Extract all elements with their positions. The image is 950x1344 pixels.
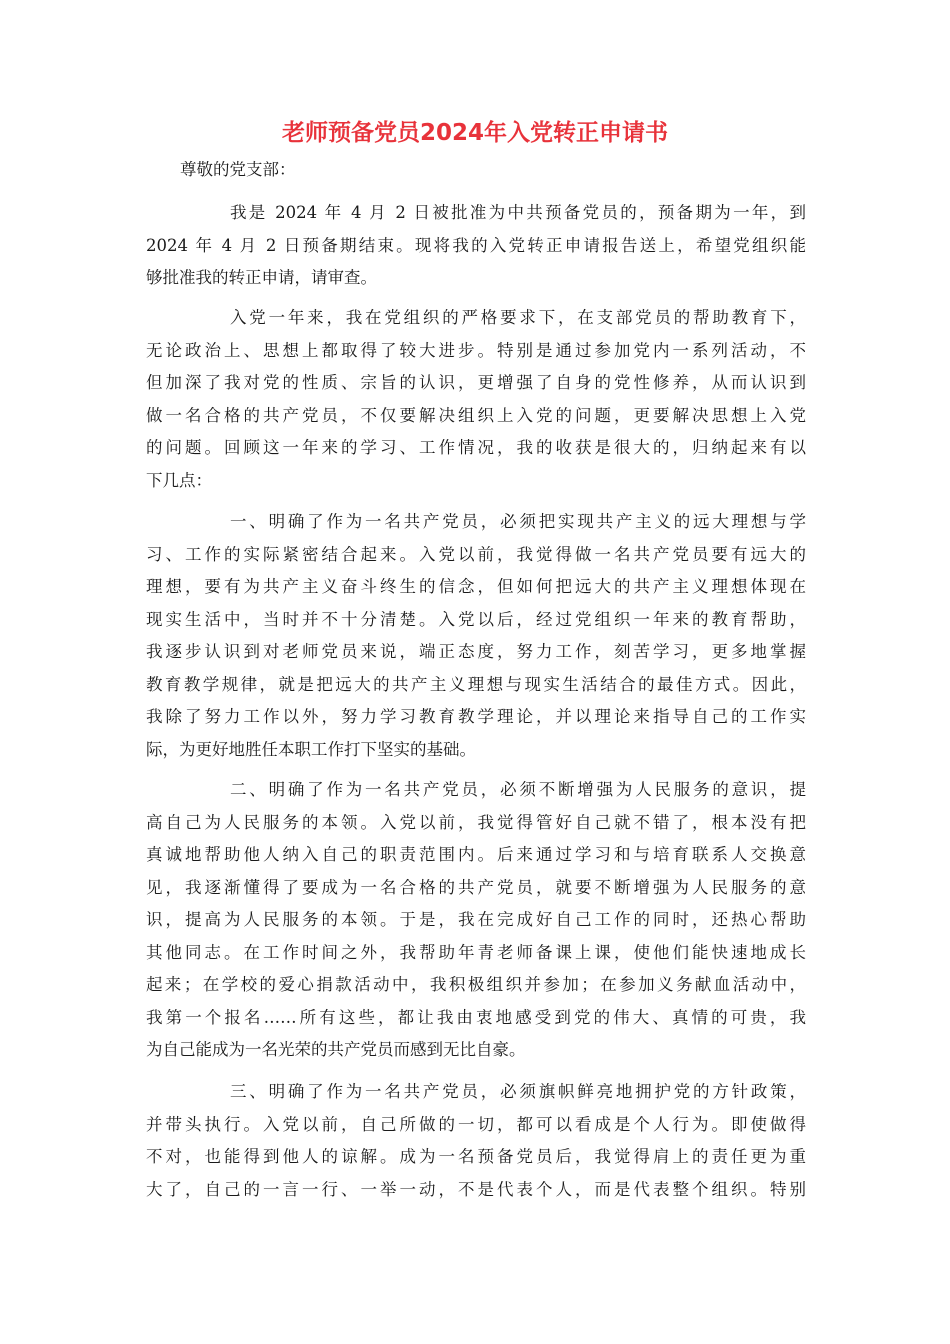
paragraph-line: 教育教学规律，就是把远大的共产主义理想与现实生活结合的最佳方式。因此， <box>146 674 806 694</box>
paragraph-4 <box>146 774 806 1067</box>
paragraph-line: 的问题。回顾这一年来的学习、工作情况，我的收获是很大的，归纳起来有以 <box>146 438 806 457</box>
paragraph-line: 2024 年 4 月 2 日预备期结束。现将我的入党转正申请报告送上，希望党组织能 <box>146 235 806 255</box>
paragraph-line: 大了，自己的一言一行、一举一动，不是代表个人，而是代表整个组织。特别 <box>146 1179 806 1199</box>
paragraph-line: 我第一个报名……所有这些，都让我由衷地感受到党的伟大、真情的可贵，我 <box>146 1007 806 1027</box>
salutation: 尊敬的党支部： <box>180 160 296 179</box>
document-title: 老师预备党员2024年入党转正申请书 <box>281 120 668 146</box>
paragraph-5 <box>146 1076 806 1206</box>
paragraph-line: 现实生活中，当时并不十分清楚。入党以后，经过党组织一年来的教育帮助， <box>146 609 806 629</box>
paragraph-line: 下几点： <box>146 470 212 490</box>
paragraph-line: 做一名合格的共产党员，不仅要解决组织上入党的问题，更要解决思想上入党 <box>146 405 806 425</box>
paragraph-line: 其他同志。在工作时间之外，我帮助年青老师备课上课，使他们能快速地成长 <box>146 942 806 962</box>
paragraph-line: 为自己能成为一名光荣的共产党员而感到无比自豪。 <box>146 1040 526 1059</box>
paragraph-line: 无论政治上、思想上都取得了较大进步。特别是通过参加党内一系列活动，不 <box>146 340 806 360</box>
paragraph-line: 不对，也能得到他人的谅解。成为一名预备党员后，我觉得肩上的责任更为重 <box>146 1147 806 1166</box>
paragraph-2 <box>146 302 806 497</box>
paragraph-line: 三、明确了作为一名共产党员，必须旗帜鲜亮地拥护党的方针政策， <box>230 1082 806 1101</box>
paragraph-line: 够批准我的转正申请，请审查。 <box>146 268 377 287</box>
paragraph-line: 起来；在学校的爱心捐款活动中，我积极组织并参加；在参加义务献血活动中， <box>146 975 806 994</box>
paragraph-line: 高自己为人民服务的本领。入党以前，我觉得管好自己就不错了，根本没有把 <box>146 812 806 832</box>
paragraph-line: 并带头执行。入党以前，自己所做的一切，都可以看成是个人行为。即使做得 <box>146 1114 806 1134</box>
paragraph-1 <box>146 197 806 295</box>
paragraph-line: 我逐步认识到对老师党员来说，端正态度，努力工作，刻苦学习，更多地掌握 <box>146 642 806 661</box>
paragraph-line: 但加深了我对党的性质、宗旨的认识，更增强了自身的党性修养，从而认识到 <box>146 373 806 392</box>
paragraph-line: 理想，要有为共产主义奋斗终生的信念，但如何把远大的共产主义理想体现在 <box>146 577 806 596</box>
paragraph-line: 识，提高为人民服务的本领。于是，我在完成好自己工作的同时，还热心帮助 <box>146 910 806 929</box>
paragraph-line: 真诚地帮助他人纳入自己的职责范围内。后来通过学习和与培育联系人交换意 <box>146 845 806 864</box>
paragraph-line: 入党一年来，我在党组织的严格要求下，在支部党员的帮助教育下， <box>230 308 806 327</box>
paragraph-line: 我是 2024 年 4 月 2 日被批准为中共预备党员的，预备期为一年，到 <box>230 203 806 222</box>
paragraph-line: 际，为更好地胜任本职工作打下坚实的基础。 <box>146 739 476 759</box>
paragraph-line: 见，我逐渐懂得了要成为一名合格的共产党员，就要不断增强为人民服务的意 <box>146 877 806 897</box>
paragraph-3 <box>146 506 806 766</box>
paragraph-line: 我除了努力工作以外，努力学习教育教学理论，并以理论来指导自己的工作实 <box>146 707 806 726</box>
paragraph-line: 一、明确了作为一名共产党员，必须把实现共产主义的远大理想与学 <box>230 512 806 531</box>
paragraph-line: 习、工作的实际紧密结合起来。入党以前，我觉得做一名共产党员要有远大的 <box>146 544 806 564</box>
paragraph-line: 二、明确了作为一名共产党员，必须不断增强为人民服务的意识，提 <box>230 780 806 799</box>
